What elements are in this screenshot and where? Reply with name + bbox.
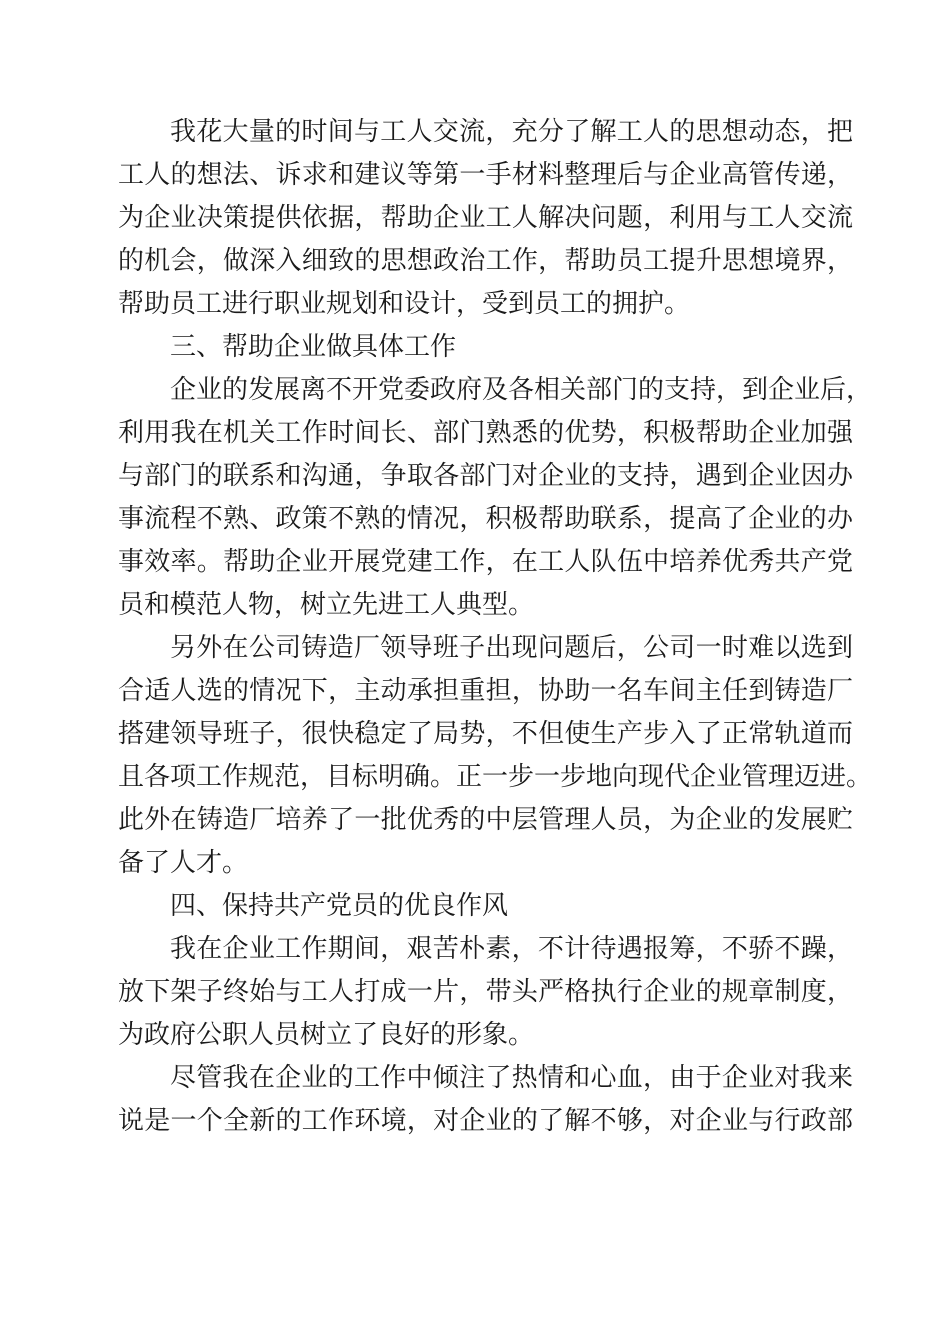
text-line: 另外在公司铸造厂领导班子出现问题后，公司一时难以选到 bbox=[170, 633, 853, 663]
text-line: 与部门的联系和沟通，争取各部门对企业的支持，遇到企业因办 bbox=[118, 461, 853, 491]
text-line: 四、保持共产党员的优良作风 bbox=[170, 891, 509, 921]
text-line: 我在企业工作期间，艰苦朴素，不计待遇报筹，不骄不躁， bbox=[170, 934, 853, 964]
text-line: 尽管我在企业的工作中倾注了热情和心血，由于企业对我来 bbox=[170, 1063, 853, 1093]
text-line: 三、帮助企业做具体工作 bbox=[170, 332, 457, 362]
text-line: 利用我在机关工作时间长、部门熟悉的优势，积极帮助企业加强 bbox=[118, 418, 853, 448]
text-line: 我花大量的时间与工人交流，充分了解工人的思想动态，把 bbox=[170, 117, 853, 147]
text-line: 企业的发展离不开党委政府及各相关部门的支持，到企业后， bbox=[170, 375, 873, 405]
text-line: 为企业决策提供依据，帮助企业工人解决问题，利用与工人交流 bbox=[118, 203, 853, 233]
text-line: 说是一个全新的工作环境，对企业的了解不够，对企业与行政部 bbox=[118, 1106, 853, 1136]
text-line: 合适人选的情况下，主动承担重担，协助一名车间主任到铸造厂 bbox=[118, 676, 853, 706]
text-line: 事效率。帮助企业开展党建工作，在工人队伍中培养优秀共产党 bbox=[118, 547, 853, 577]
text-line: 事流程不熟、政策不熟的情况，积极帮助联系，提高了企业的办 bbox=[118, 504, 853, 534]
text-line: 帮助员工进行职业规划和设计，受到员工的拥护。 bbox=[118, 289, 691, 319]
text-line: 员和模范人物，树立先进工人典型。 bbox=[118, 590, 535, 620]
text-line: 工人的想法、诉求和建议等第一手材料整理后与企业高管传递， bbox=[118, 160, 853, 190]
text-line: 为政府公职人员树立了良好的形象。 bbox=[118, 1020, 535, 1050]
text-line: 备了人才。 bbox=[118, 848, 249, 878]
text-line: 放下架子终始与工人打成一片，带头严格执行企业的规章制度， bbox=[118, 977, 853, 1007]
text-line: 的机会，做深入细致的思想政治工作，帮助员工提升思想境界， bbox=[118, 246, 853, 276]
text-line: 此外在铸造厂培养了一批优秀的中层管理人员，为企业的发展贮 bbox=[118, 805, 853, 835]
text-line: 且各项工作规范，目标明确。正一步一步地向现代企业管理迈进。 bbox=[118, 762, 873, 792]
body-text bbox=[118, 111, 873, 1143]
text-line: 搭建领导班子，很快稳定了局势，不但使生产步入了正常轨道而 bbox=[118, 719, 853, 749]
